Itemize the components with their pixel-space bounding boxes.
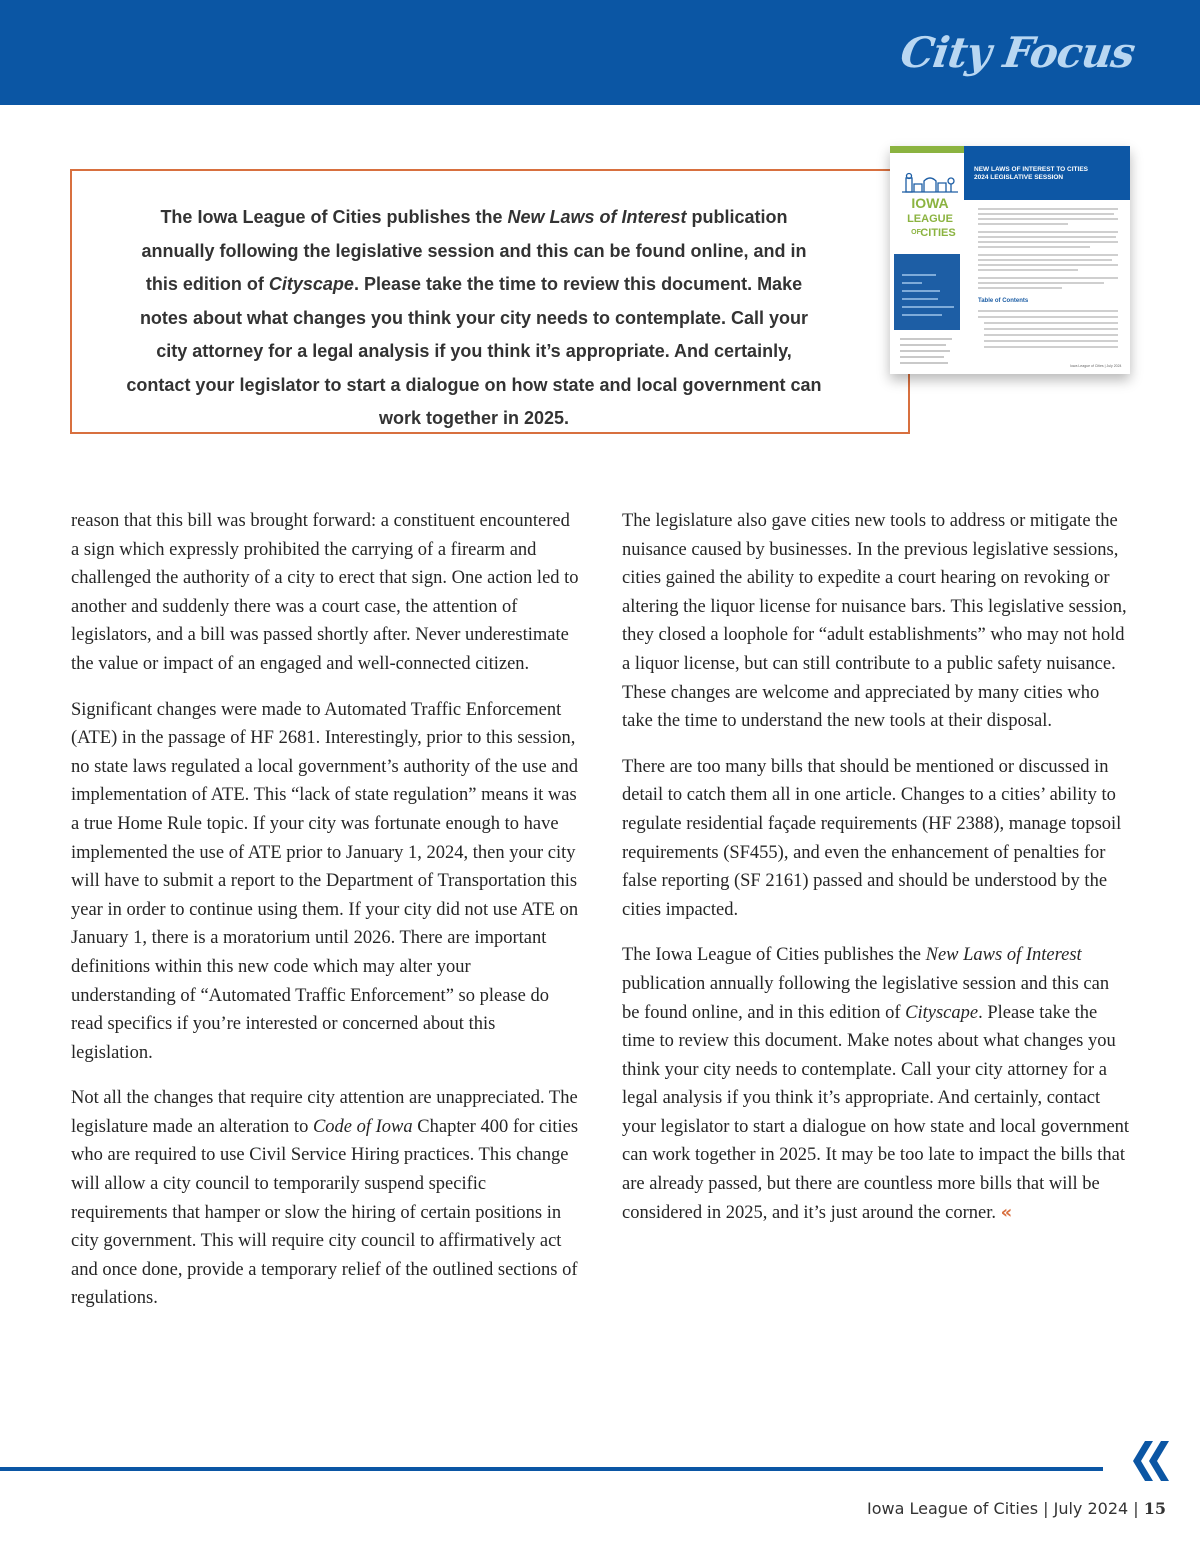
article-paragraph: Significant changes were made to Automated Traffic Enforcement (ATE) in the passage of HF 2681. Interestingly, prior to this session, no state laws regulated a local government’s authority of the use and implementation of ATE. This “lack of state regulation” means it was a true Home Rule topic. If your city was fortunate enough to have implemented the use of ATE prior to January 1, 2024, then your city will have to submit a report to the Department of Transportation this year in order to continue using them. If your city did not use ATE on January 1, there is a moratorium until 2026. There are important definitions within this new code which may alter your understanding of “Automated Traffic Enforcement” so please do read specifics if you’re interested or concerned about this legislation. [71, 699, 579, 1063]
thumbnail-footer: Iowa League of Cities | July 2024 [1070, 364, 1122, 368]
thumbnail-text-line [902, 306, 954, 308]
paragraph-segment: Not all the changes that require city attention are unappreciated. The legislature made an alteration to [71, 1088, 578, 1137]
thumbnail-text-line [978, 259, 1112, 261]
thumbnail-toc-line [978, 310, 1118, 312]
pull-quote-segment: The Iowa League of Cities publishes the [160, 207, 508, 227]
article-column-left [71, 507, 579, 1330]
article-paragraph: The legislature also gave cities new tools to address or mitigate the nuisance caused by businesses. In the previous legislative sessions, cities gained the ability to expedite a court hearing on revoking or altering the liquor license for nuisance bars. This legislative session, they closed a loophole for “adult establishments” who may not hold a liquor license, but can still contribute to a public safety nuisance. These changes are welcome and appreciated by many cities who take the time to understand the new tools at their disposal. [622, 511, 1127, 732]
thumbnail-text-line [978, 231, 1118, 233]
pull-quote-italic-title: New Laws of Interest [507, 207, 687, 227]
thumbnail-text-line [978, 254, 1118, 256]
publication-title: New Laws of Interest [925, 945, 1082, 966]
thumbnail-toc-line [978, 316, 1118, 318]
thumbnail-text-line [978, 277, 1118, 279]
publication-thumbnail [890, 146, 1130, 374]
thumbnail-header [964, 146, 1130, 200]
thumbnail-toc-line [984, 334, 1118, 336]
thumbnail-text-line [978, 246, 1090, 248]
double-chevron-icon [1123, 1438, 1171, 1484]
thumbnail-text-line [900, 356, 944, 358]
thumbnail-text-line [900, 362, 948, 364]
pull-quote-text [124, 201, 824, 436]
thumbnail-text-line [902, 290, 940, 292]
magazine-title: Cityscape [905, 1002, 979, 1023]
thumbnail-toc-title: Table of Contents [978, 298, 1029, 304]
thumbnail-toc-line [984, 322, 1118, 324]
thumbnail-text-line [978, 208, 1118, 210]
article-paragraph: There are too many bills that should be mentioned or discussed in detail to catch them all in one article. Changes to a cities’ ability to regulate residential façade requirements (HF 2388), manage topsoil requirements (SF455), and even the enhancement of penalties for false reporting (SF 2161) passed and should be understood by the cities impacted. [622, 756, 1122, 920]
page-footer [867, 1499, 1166, 1518]
thumbnail-header-line: 2024 LEGISLATIVE SESSION [974, 174, 1064, 181]
thumbnail-header-line: NEW LAWS OF INTEREST TO CITIES [974, 166, 1088, 173]
thumbnail-toc-line [984, 328, 1118, 330]
thumbnail-text-line [900, 344, 946, 346]
logo-word-2: LEAGUE [907, 213, 953, 225]
section-title: City Focus [897, 28, 1138, 77]
footer-publication: Iowa League of Cities | July 2024 | [867, 1499, 1144, 1518]
thumbnail-text-line [978, 218, 1118, 220]
page-number: 15 [1143, 1499, 1166, 1518]
logo-word-1: IOWA [911, 195, 949, 211]
thumbnail-text-line [902, 274, 936, 276]
thumbnail-header-text [974, 166, 1088, 182]
thumbnail-text-line [902, 314, 942, 316]
thumbnail-text-line [978, 223, 1068, 225]
end-of-article-icon: « [1000, 1201, 1013, 1223]
thumbnail-text-line [978, 241, 1118, 243]
thumbnail-toc-line [984, 340, 1118, 342]
code-of-iowa-title: Code of Iowa [312, 1116, 413, 1137]
pull-quote-italic-title: Cityscape [268, 274, 354, 294]
thumbnail-text-line [902, 298, 938, 300]
thumbnail-text-line [978, 213, 1114, 215]
footer-rule [0, 1467, 1103, 1471]
paragraph-segment: The Iowa League of Cities publishes the [622, 945, 926, 966]
thumbnail-contact-box [894, 254, 960, 330]
article-paragraph [71, 1084, 579, 1313]
pull-quote-segment: . Please take the time to review this document. Make notes about what changes you think your city needs to contemplate. Call your city attorney for a legal analysis if you think it’s appropriate. And certainly, contact your legislator to start a dialogue on how state and local government can work together in 2025. [126, 274, 822, 428]
thumbnail-text-line [978, 282, 1104, 284]
article-column-right [622, 507, 1130, 1244]
paragraph-segment: . Please take the time to review this document. Make notes about what changes you think your city needs to contemplate. Call your city attorney for a legal analysis if you think it’s appropriate. And certainly, contact your legislator to start a dialogue on how state and local government can work together in 2025. It may be too late to impact the bills that are already passed, but there are countless more bills that will be considered in 2025, and it’s just around the corner. [622, 1002, 1130, 1223]
paragraph-segment: Chapter 400 for cities who are required to use Civil Service Hiring practices. This change will allow a city council to temporarily suspend specific requirements that hamper or slow the hiring of certain positions in city government. This will require city council to affirmatively act and once done, provide a temporary relief of the outlined sections of regulations. [71, 1116, 579, 1309]
article-paragraph [622, 941, 1130, 1227]
pull-quote-box [70, 169, 910, 434]
thumbnail-text-line [902, 282, 922, 284]
thumbnail-text-line [978, 269, 1078, 271]
iowa-league-logo [898, 172, 962, 252]
thumbnail-text-line [978, 287, 1062, 289]
logo-word-4: CITIES [920, 227, 956, 239]
thumbnail-text-line [900, 350, 950, 352]
logo-word-3: OF [911, 229, 921, 236]
thumbnail-text-line [900, 338, 952, 340]
thumbnail-text-line [978, 236, 1116, 238]
article-paragraph: reason that this bill was brought forward: a constituent encountered a sign which expressly prohibited the carrying of a firearm and challenged the authority of a city to erect that sign. One action led to another and suddenly there was a court case, the attention of legislators, and a bill was passed shortly after. Never underestimate the value or impact of an engaged and well-connected citizen. [71, 511, 579, 674]
pull-quote-segment: publication annually following the legislative session and this can be found online, and in this edition of [141, 207, 807, 294]
thumbnail-toc-line [984, 346, 1118, 348]
thumbnail-text-line [978, 264, 1118, 266]
paragraph-segment: publication annually following the legislative session and this can be found online, and in this edition of [622, 973, 1110, 1023]
